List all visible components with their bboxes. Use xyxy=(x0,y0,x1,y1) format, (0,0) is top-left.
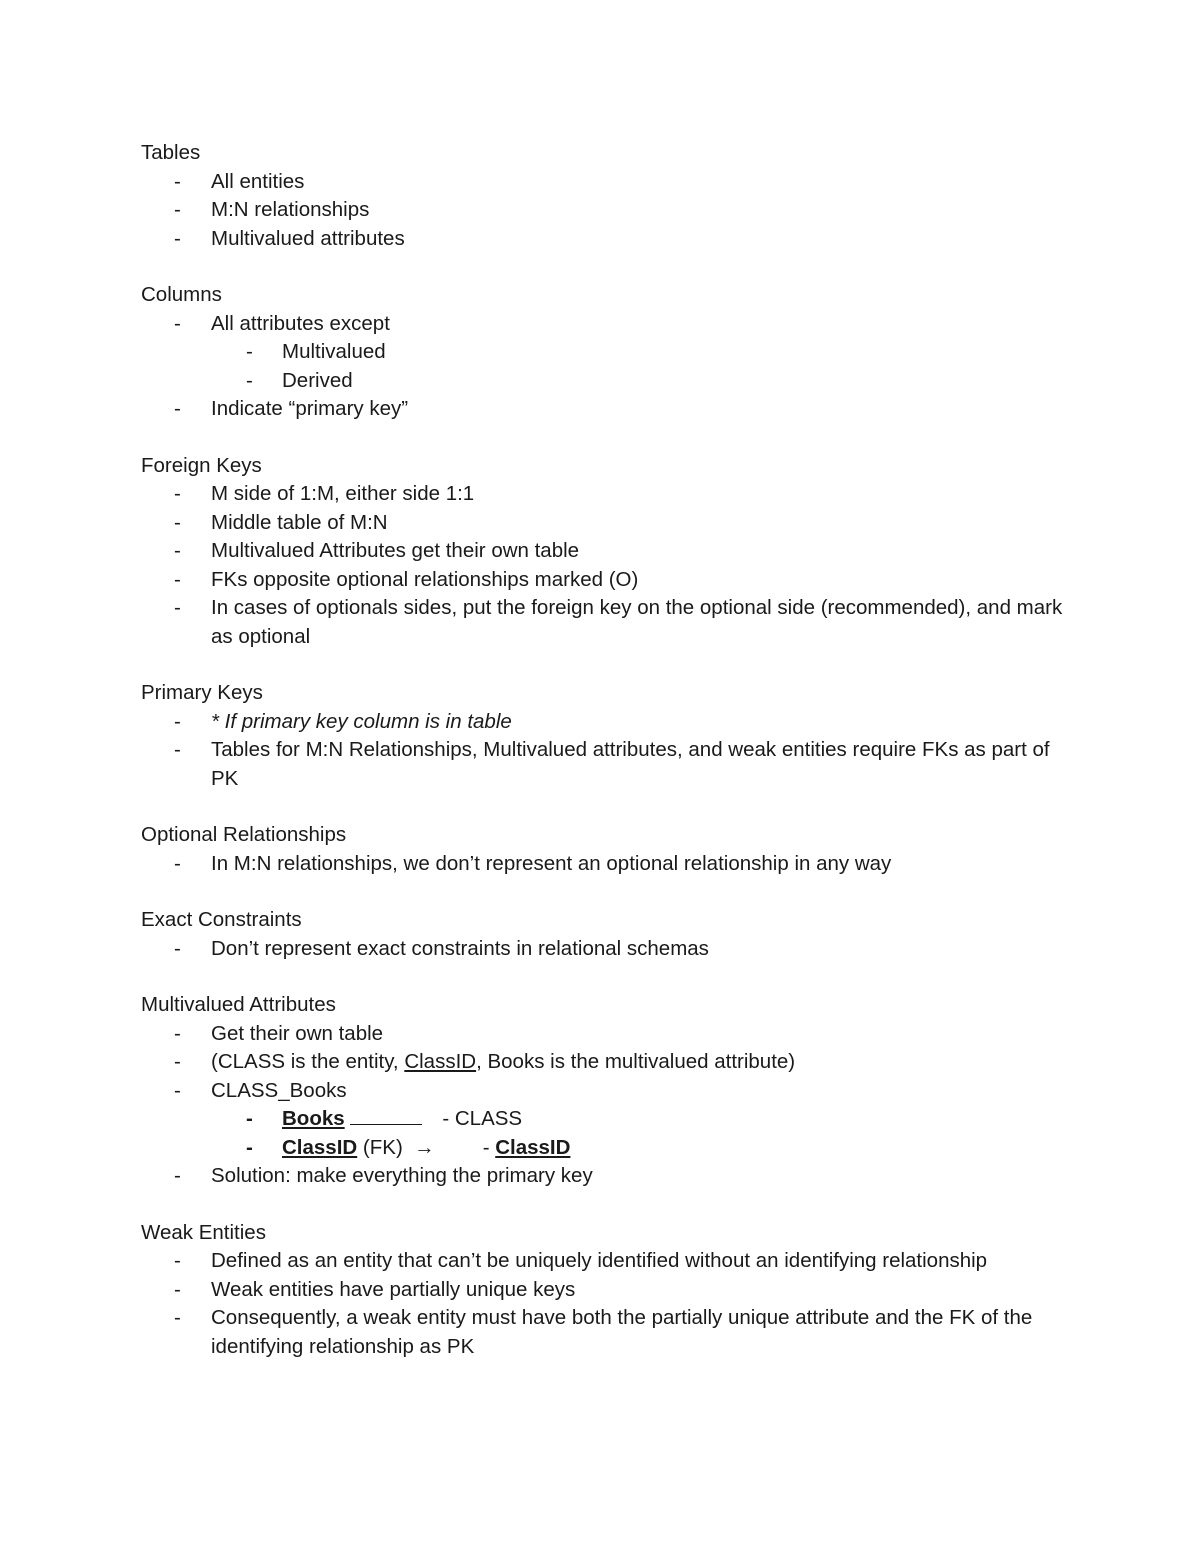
bullet-dash: - xyxy=(174,936,181,960)
bullet-dash: - xyxy=(174,482,181,505)
list-item: - All entities xyxy=(141,168,1081,197)
bullet-dash: - xyxy=(174,1078,181,1102)
bullet-dash: - xyxy=(246,1107,253,1130)
bullet-dash: - xyxy=(174,709,181,733)
section-foreign-keys xyxy=(141,452,1081,652)
list-item: - Defined as an entity that can’t be uniquely identified without an identifying relationship xyxy=(141,1247,1081,1276)
section-heading: Foreign Keys xyxy=(141,453,262,477)
bullet-dash: - xyxy=(174,169,181,193)
schema-row-books xyxy=(141,1105,1081,1134)
list-item: - Weak entities have partially unique keys xyxy=(141,1276,1081,1305)
bullet-dash: - xyxy=(174,311,181,335)
section-heading: Weak Entities xyxy=(141,1220,266,1244)
schema-dash: - xyxy=(482,1135,490,1159)
list-item: - M side of 1:M, either side 1:1 xyxy=(141,480,1081,509)
bullet-dash: - xyxy=(174,226,181,250)
blank-line xyxy=(350,1106,422,1125)
bullet-dash: - xyxy=(246,340,253,363)
bullet-dash: - xyxy=(174,1021,181,1045)
list-item: - Solution: make everything the primary key xyxy=(141,1162,1081,1191)
list-item: - Middle table of M:N xyxy=(141,509,1081,538)
list-item: - Multivalued attributes xyxy=(141,225,1081,254)
list-item: - Tables for M:N Relationships, Multivalued attributes, and weak entities require FKs as part of PK xyxy=(174,738,1050,790)
list-item: - * If primary key column is in table xyxy=(141,708,1081,737)
bullet-dash: - xyxy=(174,851,181,875)
schema-fk-label: (FK) xyxy=(362,1135,403,1159)
arrow-icon: → xyxy=(414,1135,435,1159)
bullet-dash: - xyxy=(174,1164,181,1187)
schema-class-pk-classid: ClassID xyxy=(495,1135,571,1159)
schema-pk-classid: ClassID xyxy=(282,1135,358,1159)
bullet-dash: - xyxy=(174,596,181,619)
section-primary-keys xyxy=(141,679,1081,793)
schema-pk-books: Books xyxy=(282,1107,345,1130)
bullet-dash: - xyxy=(174,198,181,221)
list-item: - Consequently, a weak entity must have both the partially unique attribute and the FK of the identifying relationship as PK xyxy=(174,1306,1033,1358)
section-exact-constraints xyxy=(141,906,1081,963)
bullet-dash: - xyxy=(174,1249,181,1272)
bullet-dash: - xyxy=(174,1306,181,1329)
bullet-dash: - xyxy=(174,567,181,591)
list-item: - (CLASS is the entity, ClassID, Books is the multivalued attribute) xyxy=(141,1048,1081,1077)
list-item: - FKs opposite optional relationships marked (O) xyxy=(141,566,1081,595)
section-heading: Tables xyxy=(141,141,201,164)
section-heading: Columns xyxy=(141,283,222,306)
section-weak-entities xyxy=(141,1219,1081,1362)
list-item: - Don’t represent exact constraints in relational schemas xyxy=(141,935,1081,964)
sub-list-item: - Derived xyxy=(141,367,1081,396)
sub-list-item: - Multivalued xyxy=(141,338,1081,367)
list-item: - In cases of optionals sides, put the foreign key on the optional side (recommended), and mark as optional xyxy=(174,596,1063,648)
classid-underlined: ClassID xyxy=(404,1050,477,1073)
bullet-dash: - xyxy=(174,738,181,761)
document-page xyxy=(141,139,1081,1389)
list-item: - Get their own table xyxy=(141,1020,1081,1049)
schema-table-class: - CLASS xyxy=(442,1107,523,1130)
bullet-dash: - xyxy=(174,510,181,534)
bullet-dash: - xyxy=(174,1050,181,1073)
bullet-dash: - xyxy=(246,1135,253,1159)
list-item: - Multivalued Attributes get their own table xyxy=(141,537,1081,566)
list-item: - Indicate “primary key” xyxy=(141,395,1081,424)
section-tables xyxy=(141,139,1081,253)
section-heading: Primary Keys xyxy=(141,681,263,704)
list-item: - M:N relationships xyxy=(141,196,1081,225)
bullet-dash: - xyxy=(174,397,181,420)
bullet-dash: - xyxy=(174,539,181,562)
bullet-dash: - xyxy=(246,368,253,392)
section-columns xyxy=(141,281,1081,424)
bullet-dash: - xyxy=(174,1277,181,1301)
list-item: - All attributes except xyxy=(141,310,1081,339)
list-item: - CLASS_Books xyxy=(141,1077,1081,1106)
section-heading: Multivalued Attributes xyxy=(141,993,336,1016)
list-item: - In M:N relationships, we don’t represent an optional relationship in any way xyxy=(141,850,1081,879)
section-heading: Exact Constraints xyxy=(141,908,302,931)
section-optional-relationships xyxy=(141,821,1081,878)
section-multivalued-attributes xyxy=(141,991,1081,1191)
section-heading: Optional Relationships xyxy=(141,823,347,846)
schema-row-classid xyxy=(141,1134,1081,1163)
